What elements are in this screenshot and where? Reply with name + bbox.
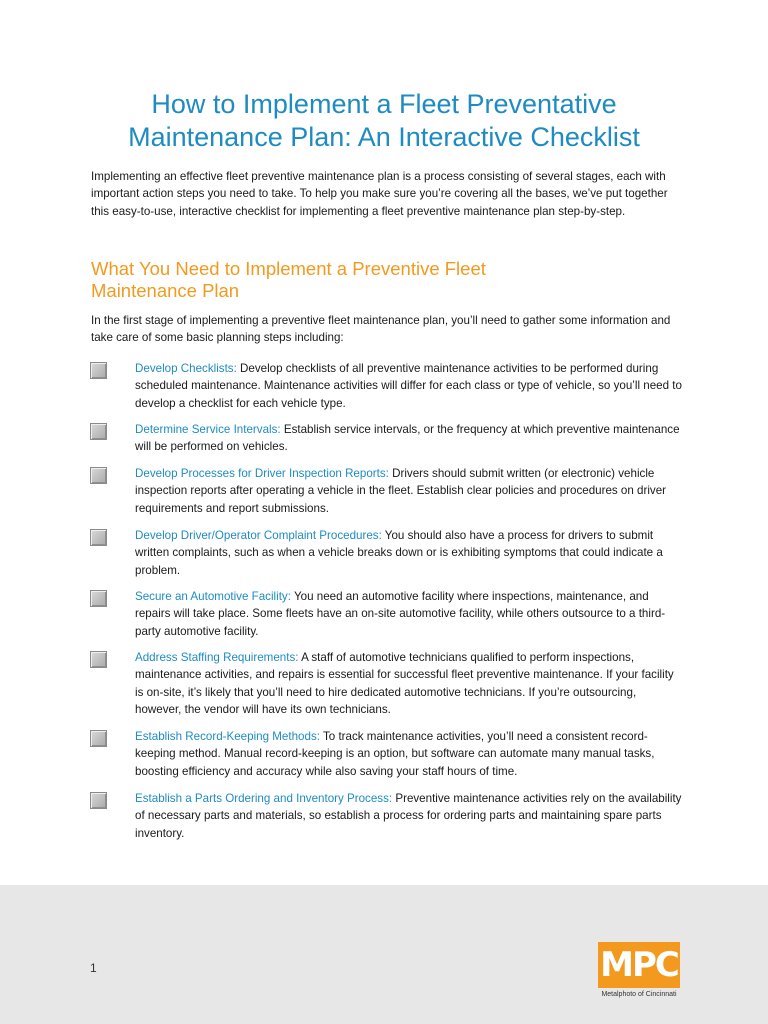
section-lead-paragraph: In the first stage of implementing a preventive fleet maintenance plan, you’ll need to gather some information and take care of some basic planning steps including: — [91, 314, 671, 345]
item-description: Drivers should submit written (or electronic) vehicle inspection reports after operating a vehicle in the fleet. Establish clear policies and procedures on driver requirements and report submissions. — [135, 467, 667, 515]
checkbox[interactable] — [90, 529, 107, 546]
title-line-1: How to Implement a Fleet Preventative — [151, 89, 617, 119]
item-label: Establish Record-Keeping Methods: — [135, 730, 320, 743]
item-text — [135, 465, 683, 517]
logo-mark — [598, 942, 680, 988]
title-line-2: Maintenance Plan: An Interactive Checklist — [128, 122, 640, 152]
logo-text: MPC — [600, 945, 678, 985]
item-text — [135, 728, 683, 780]
checkbox[interactable] — [90, 730, 107, 747]
section-heading-line-2: Maintenance Plan — [91, 280, 240, 301]
item-label: Develop Processes for Driver Inspection Reports: — [135, 467, 389, 480]
item-description: Preventive maintenance activities rely on the availability of necessary parts and materials, so establish a process for ordering parts and maintaining spare parts inventory. — [135, 792, 682, 840]
item-label: Secure an Automotive Facility: — [135, 590, 291, 603]
item-description: You need an automotive facility where inspections, maintenance, and repairs will take place. Some fleets have an on-site automotive facility, while others outsource to a third-party automotive facility. — [135, 590, 666, 638]
item-text — [135, 649, 683, 719]
mpc-logo — [598, 942, 680, 1002]
page-number: 1 — [90, 961, 97, 975]
item-description: You should also have a process for drivers to submit written complaints, such as when a vehicle breaks down or is exhibiting symptoms that could indicate a problem. — [135, 529, 663, 577]
checkbox[interactable] — [90, 651, 107, 668]
item-label: Address Staffing Requirements: — [135, 651, 299, 664]
checkbox[interactable] — [90, 590, 107, 607]
item-label: Establish a Parts Ordering and Inventory Process: — [135, 792, 393, 805]
page-footer — [0, 885, 768, 1024]
checkbox[interactable] — [90, 467, 107, 484]
item-text — [135, 360, 683, 412]
item-label: Develop Checklists: — [135, 362, 237, 375]
item-description: Establish service intervals, or the frequency at which preventive maintenance will be performed on vehicles. — [135, 423, 680, 454]
item-text — [135, 421, 683, 456]
logo-caption: Metalphoto of Cincinnati — [601, 991, 677, 998]
checkbox[interactable] — [90, 792, 107, 809]
item-text — [135, 790, 683, 842]
intro-paragraph: Implementing an effective fleet preventive maintenance plan is a process consisting of several stages, each with important action steps you need to take. To help you make sure you’re covering all the bases, we’ve put together this easy-to-use, interactive checklist for implementing a fleet preventive maintenance plan step-by-step. — [91, 170, 668, 218]
item-description: To track maintenance activities, you’ll need a consistent record-keeping method. Manual record-keeping is an option, but software can automate many manual tasks, boosting efficiency and accuracy while also saving your staff hours of time. — [135, 730, 655, 778]
item-description: A staff of automotive technicians qualified to perform inspections, maintenance activities, and repairs is essential for successful fleet preventive maintenance. If your facility is on-site, it’s likely that you’ll need to hire dedicated automotive technicians. If you’re outsourcing, however, the vendor will have its own technicians. — [135, 651, 674, 717]
item-label: Determine Service Intervals: — [135, 423, 281, 436]
checkbox[interactable] — [90, 362, 107, 379]
checkbox[interactable] — [90, 423, 107, 440]
item-label: Develop Driver/Operator Complaint Procedures: — [135, 529, 382, 542]
item-text — [135, 588, 683, 640]
section-heading-line-1: What You Need to Implement a Preventive Fleet — [91, 258, 486, 279]
item-text — [135, 527, 683, 579]
item-description: Develop checklists of all preventive maintenance activities to be performed during scheduled maintenance. Maintenance activities will differ for each class or type of vehicle, so you’ll need to develop a checklist for each vehicle type. — [135, 362, 682, 410]
